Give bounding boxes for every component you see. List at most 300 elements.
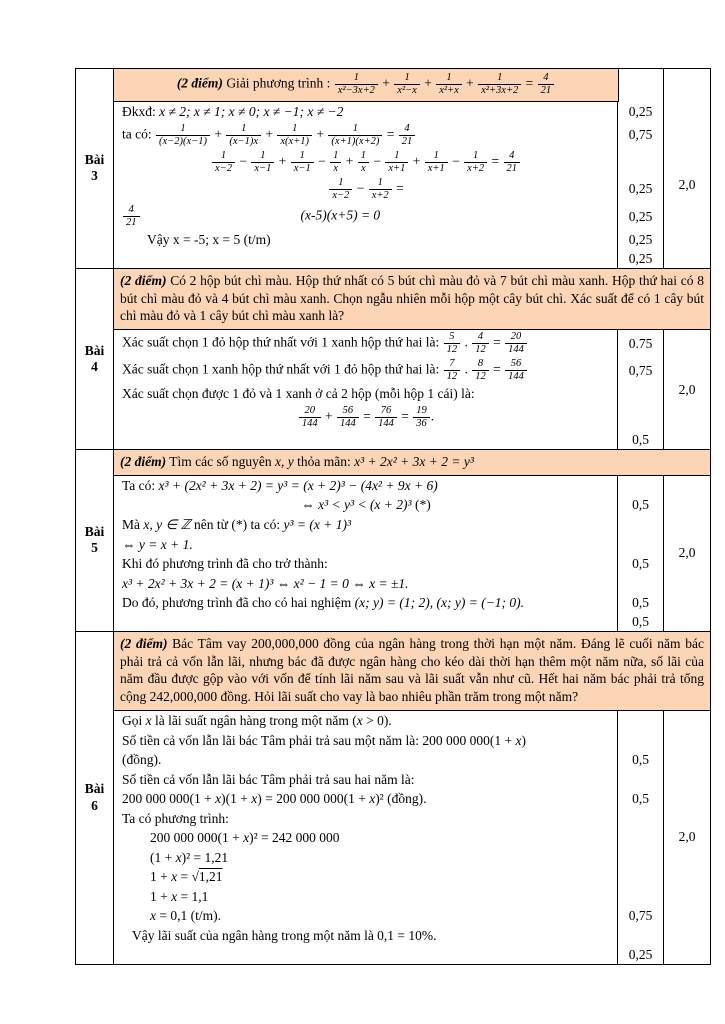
text-run: Đkxđ: [122,104,160,120]
text-run: Bác Tâm vay 200,000,000 đồng của ngân hàng trong thời hạn một năm. Đáng lẽ cuối năm bác phải trả cả vốn lẫn lãi, nhưng bác đã được ngân hàng cho kéo dài thời hạn thêm một năm nữa, số lãi của năm đầu được gộp vào với vốn để tính lãi năm sau và lãi suất vẫn như cũ. Hết hai năm bác phải trả tổng cộng 242,000,000 đồng. Hỏi lãi suất cho vay là bao nhiêu phần trăm trong một năm? [120,635,704,705]
text-run: = 0,1 (t/m). [156,908,221,924]
math-run: x [175,849,182,865]
problem-label-number: 6 [91,797,98,813]
fraction-numerator: 4 [504,150,521,163]
math-run: x, y ∈ ℤ [143,516,191,532]
total-column-stub [663,69,710,102]
fraction-numerator: 1 [277,123,312,136]
text-run: 200 000 000(1 + [122,791,216,807]
text-run: + [378,75,394,91]
text-run: Vậy x = -5; x = 5 (t/m) [147,232,271,248]
text-run: Ta có phương trình: [122,810,229,826]
math-run: x [150,908,156,924]
solution-line [114,250,618,268]
fraction-denominator: x+2 [371,189,389,201]
fraction [123,204,140,229]
text-run: − [448,153,464,169]
fraction-denominator: 144 [508,344,524,356]
text-run: Có 2 hộp bút chì màu. Hộp thứ nhất có 5 bút chì màu đỏ và 7 bút chì màu xanh. Hộp thứ hai có 8 bút chì màu đỏ và 4 bút chì màu xanh. Chọn ngẫu nhiên mỗi hộp một cây bút chì. Xác suất để có 1 cây bút chì màu đỏ và 1 cây bút chì màu xanh là? [120,272,704,324]
text-run: Mà [122,516,144,532]
text-run: )² = 1,21 [181,849,229,865]
fraction-numerator: 1 [358,150,369,163]
points-note: (2 điểm) [120,635,168,651]
points-value: 0,5 [632,790,649,806]
points-value: 0,25 [628,208,653,224]
text-run: + [420,75,436,91]
fraction [369,177,392,202]
solution-line [114,887,618,907]
solution-body [114,476,710,631]
fraction [329,177,352,202]
text-run: = [359,408,375,424]
solution-lines [114,711,663,964]
fraction-denominator: x²−3x+2 [337,85,375,97]
text-run: + [462,75,478,91]
solution-line [114,176,618,203]
fraction-numerator: 56 [505,358,527,371]
math-run: y³ = (x + 1)³ [283,516,352,532]
problem-label-number: 3 [91,168,98,184]
fraction [464,150,487,175]
points-value [618,867,663,887]
fraction-numerator: 19 [413,405,430,418]
math-run: x [171,888,178,904]
text-run: + [262,126,277,142]
fraction-numerator: 1 [436,72,462,85]
solution-grid [114,711,663,964]
section-main [114,269,710,449]
solution-line [114,906,618,926]
fraction [226,123,261,148]
fraction-denominator: x−2 [332,189,350,201]
solution-line [114,848,618,868]
fraction [251,150,274,175]
solution-body [114,102,710,268]
problem-statement [114,450,710,476]
solution-line [114,574,618,594]
fraction [399,123,416,148]
fraction-denominator: 144 [301,418,318,430]
points-note: (2 điểm) [120,272,167,288]
problem-statement-row [114,269,710,330]
points-value [618,887,663,907]
solution-line [114,828,618,848]
fraction-numerator: 1 [385,150,408,163]
text-run: Xác suất chọn 1 xanh hộp thứ nhất với 1 đỏ hộp thứ hai là: [122,361,443,377]
solution-line [114,613,618,631]
math-run: (x-5)(x+5) = 0 [300,207,381,223]
text-run: . [461,334,472,350]
text-run: = [489,334,505,350]
fraction-denominator: x−1 [293,162,311,174]
points-value [618,809,663,829]
fraction [330,150,341,175]
fraction-numerator: 4 [123,204,140,217]
section-total: 2,0 [663,476,710,631]
fraction [504,150,521,175]
points-value: 0,25 [628,231,653,247]
fraction-numerator: 1 [328,123,382,136]
square-root: √1,21 [191,869,223,885]
fraction-numerator: 4 [472,331,489,344]
math-run: x [356,712,363,728]
fraction [478,72,521,97]
fraction [538,72,555,97]
solution-line [114,770,618,790]
points-value: 0,25 [628,946,653,962]
problem-label-number: 4 [91,358,98,374]
math-run: x [515,732,522,748]
fraction-numerator: 1 [464,150,487,163]
fraction-numerator: 1 [329,177,352,190]
text-run: Số tiền cả vốn lẫn lãi bác Tâm phải trả sau hai năm là: [122,771,415,787]
section-total: 2,0 [663,711,710,964]
section-bai-5 [76,449,710,631]
solution-grid [114,476,663,631]
points-value [618,515,663,535]
points-value [618,711,663,731]
math-run: x³ + (2x² + 3x + 2) = y³ = (x + 2)³ − (4x² + 9x + 6) [158,477,438,493]
fraction [328,123,382,148]
fraction-denominator: x²+3x+2 [481,85,519,97]
text-run: − [314,153,330,169]
fraction-denominator: 12 [475,344,486,356]
fraction-denominator: x [333,162,339,174]
solution-body [114,711,710,964]
section-bai-3 [76,69,710,268]
text-run: Tìm các số nguyên [166,454,275,470]
fraction-numerator: 1 [291,150,314,163]
fraction-numerator: 1 [226,123,261,136]
solution-line [114,431,618,449]
solution-line [114,515,618,535]
math-run: x [215,791,222,807]
points-value [618,828,663,848]
problem-label [76,269,114,449]
problem-label [76,69,114,268]
text-run: )(1 + [221,791,252,807]
fraction [505,358,527,383]
fraction-denominator: x²−x [397,85,417,97]
section-main [114,450,710,631]
points-value: 0,5 [632,594,649,610]
solution-line [114,711,618,731]
points-value: 0,5 [632,613,649,629]
fraction [291,150,314,175]
text-run: 200 000 000(1 + [150,830,244,846]
text-run: (*) [411,497,431,513]
fraction-denominator: x−2 [215,162,232,174]
fraction [394,72,420,97]
points-value [618,384,663,404]
problem-statement [114,69,618,102]
problem-statement-row [114,69,710,102]
fraction-denominator: x(x+1) [280,135,310,147]
text-run: Xác suất chọn 1 đỏ hộp thứ nhất với 1 xanh hộp thứ hai là: [122,334,443,350]
fraction-denominator: 21 [540,85,552,97]
problem-statement [114,632,710,711]
fraction-denominator: x+2 [467,162,485,174]
text-run: )² (đồng). [375,791,427,807]
text-run: . [461,361,472,377]
problem-statement-row [114,450,710,476]
fraction-numerator: 1 [478,72,521,85]
solution-line [114,731,618,751]
fraction-denominator: 12 [446,344,458,356]
math-run: x [369,791,376,807]
text-run: Vậy lãi suất của ngân hàng trong một năm là 0,1 = 10%. [132,927,437,943]
fraction-denominator: x+1 [388,162,406,174]
text-run: Xác suất chọn được 1 đỏ và 1 xanh ở cả 2 hộp (mỗi hộp 1 cái) là: [122,386,475,402]
fraction-numerator: 4 [538,72,555,85]
fraction-numerator: 1 [335,72,378,85]
fraction-denominator: 21 [126,217,137,229]
text-run: > 0). [362,712,392,728]
solution-grid [114,330,663,449]
section-main [114,69,710,268]
fraction-denominator: x−1 [254,162,272,174]
solution-line [114,946,618,964]
points-value [618,770,663,790]
text-run: Gọi [122,712,146,728]
fraction [385,150,408,175]
fraction-denominator: 12 [475,371,486,383]
solution-lines [114,102,663,268]
text-run: + [275,153,290,169]
solution-line [114,750,618,770]
solution-line [114,122,618,149]
fraction-numerator: 1 [330,150,341,163]
fraction-numerator: 76 [375,405,397,418]
solution-line [114,593,618,613]
text-run: + [210,126,226,142]
fraction [444,358,461,383]
points-note: (2 điểm) [176,75,223,91]
text-run: = [522,75,537,91]
problem-label [76,450,114,631]
solution-line [114,926,618,946]
text-run: + [321,408,336,424]
points-value: 0,75 [628,362,653,378]
fraction-numerator: 4 [399,123,416,136]
fraction-numerator: 1 [369,177,392,190]
text-run: Số tiền cả vốn lẫn lãi bác Tâm phải trả sau một năm là: 200 000 000(1 + [122,732,516,748]
math-run: x³ + 2x² + 3x + 2 = (x + 1)³ ⇔ x² − 1 = 0 ⇔ x = ±1. [122,575,409,591]
text-run: = [397,408,413,424]
points-value: 0,5 [632,751,649,767]
problem-label-word: Bài [84,524,105,540]
solution-line [114,554,618,574]
fraction-denominator: 144 [378,418,394,430]
fraction-denominator: 144 [340,418,356,430]
text-run: = [488,153,503,169]
points-value: 0,5 [632,432,649,448]
section-bai-4 [76,268,710,449]
fraction-denominator: (x−2)(x−1) [159,135,207,147]
fraction-numerator: 8 [472,358,489,371]
text-run: ) [521,732,527,748]
math-run: x [145,712,152,728]
fraction-denominator: (x−1)x [229,135,259,147]
text-run: Giải phương trình : [222,75,334,91]
problem-label-word: Bài [84,342,105,358]
text-run: = [383,126,398,142]
problem-statement-row [114,632,710,711]
text-run: − [236,153,251,169]
math-run: (x; y) = (1; 2), (x; y) = (−1; 0). [354,595,525,611]
points-value: 0,25 [628,103,653,119]
text-run: . [430,408,435,424]
math-run: ⇔ y = x + 1. [122,536,193,552]
points-value: 0,75 [628,127,653,143]
text-run: nên từ (*) ta có: [190,516,284,532]
fraction-numerator: 7 [444,358,461,371]
fraction [436,72,462,97]
problem-label-number: 5 [91,540,98,556]
points-value [618,535,663,555]
fraction [156,123,210,148]
solution-line [114,203,618,230]
points-value [618,149,663,176]
points-value: 0,5 [632,497,649,513]
fraction-numerator: 1 [425,150,448,163]
fraction-denominator: x+1 [427,162,445,174]
fraction [337,405,359,430]
solution-line [114,809,618,829]
fraction-denominator: 21 [506,162,517,174]
text-run: = 1,1 [177,888,209,904]
section-main [114,632,710,964]
fraction-denominator: (x+1)(x+2) [331,135,380,147]
math-run: x ≠ 2; x ≠ 1; x ≠ 0; x ≠ −1; x ≠ −2 [159,104,344,120]
text-run: thỏa mãn: [293,454,355,470]
text-run: + [409,153,424,169]
fraction [413,405,430,430]
fraction-numerator: 20 [299,405,321,418]
fraction-denominator: 144 [508,371,524,383]
math-run: x³ + 2x² + 3x + 2 = y³ [354,454,474,470]
solution-grid [114,102,663,268]
text-run: 1 + [150,869,172,885]
math-run: x [251,791,258,807]
fraction-numerator: 1 [156,123,210,136]
section-bai-6 [76,631,710,964]
fraction [472,358,489,383]
points-value: 0,75 [628,908,653,924]
fraction-denominator: 21 [401,135,413,147]
fraction [505,331,527,356]
fraction [335,72,378,97]
problem-label-word: Bài [84,781,105,797]
fraction [358,150,369,175]
math-run: x, y [274,454,294,470]
math-run: ⇔ x³ < y³ < (x + 2)³ [301,497,412,513]
fraction-numerator: 1 [212,150,235,163]
problem-label [76,632,114,964]
solution-line [114,495,618,515]
fraction-numerator: 1 [251,150,274,163]
points-value: 0.75 [628,335,653,351]
section-total: 2,0 [663,102,710,268]
text-run: ta có: [122,126,155,142]
section-total: 2,0 [663,330,710,449]
points-value [618,404,663,431]
solution-line [114,230,618,250]
text-run: là lãi suất ngân hàng trong một năm ( [151,712,357,728]
solution-line [114,149,618,176]
answer-table [75,68,711,965]
fraction [212,150,235,175]
fraction [299,405,321,430]
solution-body [114,330,710,449]
solution-line [114,789,618,809]
text-run: 1 + [150,888,172,904]
math-run: x [171,869,178,885]
text-run: Khi đó phương trình đã cho trở thành: [122,556,328,572]
points-value [618,731,663,751]
points-value: 0,25 [628,181,653,197]
points-value: 0,25 [628,250,653,266]
fraction [375,405,397,430]
text-run: )² = 242 000 000 [249,830,340,846]
solution-line [114,102,618,122]
fraction-denominator: x²+x [439,85,459,97]
points-value [618,926,663,946]
text-run: − [370,153,385,169]
fraction [472,331,489,356]
text-run: + [313,126,328,142]
fraction-numerator: 20 [505,331,527,344]
points-note: (2 điểm) [120,454,167,470]
points-column-stub [618,69,663,102]
solution-line [114,867,618,887]
problem-label-word: Bài [84,152,105,168]
solution-line [114,404,618,431]
radicand: 1,21 [198,869,223,885]
math-run: x [243,830,250,846]
text-run: Ta có: [122,477,159,493]
solution-line [114,330,618,357]
text-run: (1 + [150,849,176,865]
problem-statement [114,269,710,330]
fraction-denominator: 36 [416,418,427,430]
fraction [277,123,312,148]
text-run: − [353,180,368,196]
points-value [618,476,663,496]
text-run: Do đó, phương trình đã cho có hai nghiệm [122,595,355,611]
fraction-numerator: 1 [394,72,420,85]
text-run: + [342,153,357,169]
text-run: ) = 200 000 000(1 + [257,791,370,807]
solution-line [114,535,618,555]
fraction [425,150,448,175]
text-run: (đồng). [122,752,162,768]
solution-line [114,384,618,404]
text-run: = [177,869,192,885]
text-run: = [489,361,505,377]
text-run: = [392,180,404,196]
solution-lines [114,330,663,449]
solution-line [114,357,618,384]
solution-lines [114,476,663,631]
fraction-denominator: 12 [446,371,458,383]
fraction-numerator: 5 [444,331,461,344]
points-value: 0,5 [632,555,649,571]
points-value [618,574,663,594]
fraction-denominator: x [361,162,366,174]
points-value [618,848,663,868]
fraction-numerator: 56 [337,405,359,418]
